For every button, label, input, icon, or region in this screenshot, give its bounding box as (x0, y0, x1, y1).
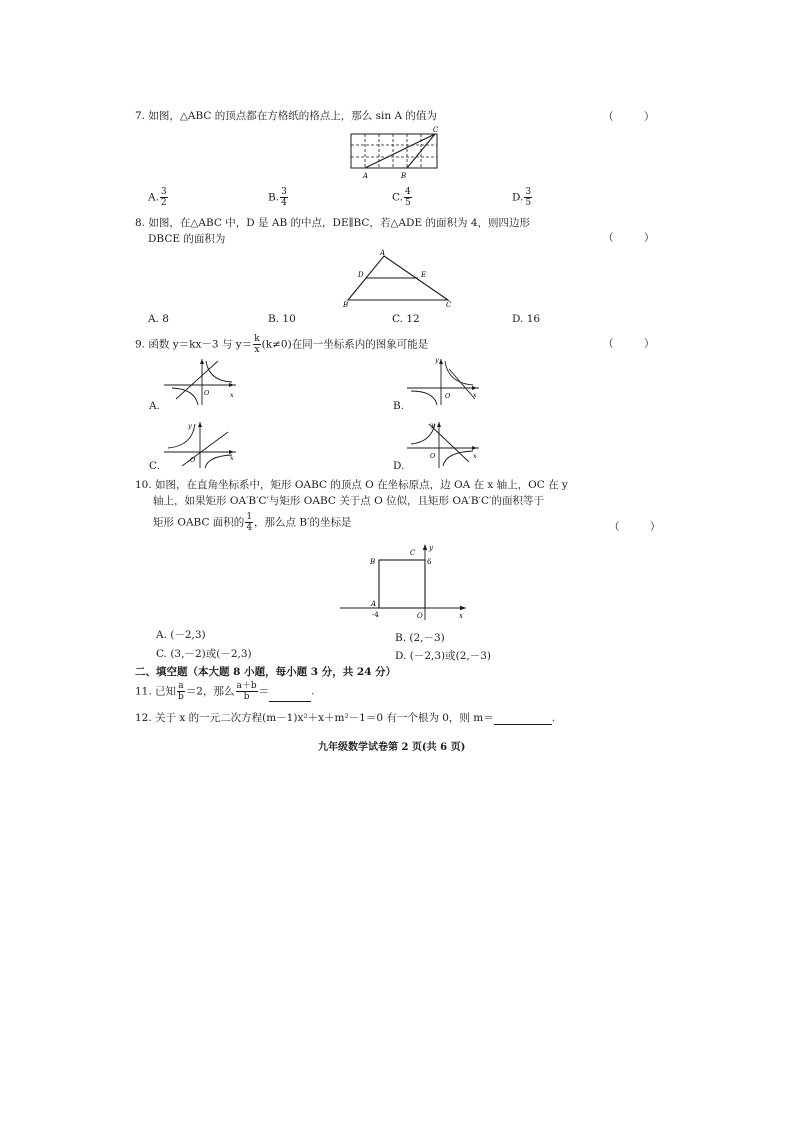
q11-stem: 11. 已知 $\frac{a}{b}$ ＝2，那么 $\frac{a+b}{b}$ ＝ . (135, 681, 315, 702)
label-b: B (370, 558, 376, 566)
q7-option-a: A. $\frac{3}{2}$ (148, 187, 167, 208)
q7-stem: 7. 如图，△ABC 的顶点都在方格纸的格点上，那么 sin A 的值为 (135, 110, 437, 122)
page-footer: 九年级数学试卷第 2 页(共 6 页) (318, 742, 466, 753)
label-c: C (433, 126, 439, 134)
q8-answer-paren: （ ） (603, 232, 665, 244)
q11-answer-blank[interactable] (269, 689, 311, 702)
q10-rectangle-figure (338, 540, 472, 624)
q7-option-d: D. $\frac{3}{5}$ (512, 187, 532, 208)
q8-option-a: A. 8 (148, 313, 169, 325)
svg-text:y: y (188, 422, 192, 430)
svg-text:y: y (435, 356, 439, 364)
label-neg4: -4 (372, 611, 379, 619)
q9-option-a-label: A. (149, 400, 160, 412)
q12-stem: 12. 关于 x 的一元二次方程(m－1)x²＋x＋m²－1＝0 有一个根为 0，则 m＝ . (135, 712, 556, 724)
label-e: E (421, 271, 427, 279)
q10-stem-line3: 矩形 OABC 面积的 $\frac{1}{4}$ ，那么点 B′的坐标是 (153, 512, 352, 533)
q10-option-a: A. (－2,3) (156, 629, 206, 641)
q8-option-c: C. 12 (392, 313, 420, 325)
svg-text:y: y (431, 421, 435, 429)
svg-text:x: x (473, 452, 477, 460)
svg-text:x: x (230, 391, 234, 399)
q9-graph-d (405, 418, 485, 470)
q8-stem-line2: DBCE 的面积为 (148, 233, 226, 245)
q12-answer-blank[interactable] (494, 712, 552, 725)
label-b: B (343, 301, 349, 308)
label-y: y (429, 544, 433, 552)
q10-stem-line2: 轴上，如果矩形 OA′B′C′与矩形 OABC 关于点 O 位似，且矩形 OA′B′C′的面积等于 (153, 495, 544, 507)
q8-option-d: D. 16 (512, 313, 541, 325)
q9-option-b-label: B. (393, 400, 405, 412)
q7-answer-paren: （ ） (603, 111, 665, 123)
label-d: D (358, 271, 364, 279)
q10-option-b: B. (2,－3) (395, 632, 445, 644)
label-6: 6 (427, 558, 432, 566)
q9-answer-paren: （ ） (603, 338, 665, 350)
label-x: x (459, 612, 463, 620)
label-c: C (446, 301, 452, 308)
q9-stem: 9. 函数 y＝kx－3 与 y＝ $\frac{k}{x}$ (k≠0)在同一坐标系内的图象可能是 (135, 334, 429, 355)
svg-text:O: O (445, 392, 451, 400)
q10-stem-line1: 10. 如图，在直角坐标系中，矩形 OABC 的顶点 O 在坐标原点，边 OA 在 x 轴上，OC 在 y (135, 479, 568, 491)
q9-graph-b (405, 355, 485, 407)
svg-text:O: O (190, 456, 196, 464)
label-a: A (363, 172, 369, 180)
q9-graph-a (162, 355, 242, 407)
svg-text:O: O (430, 452, 436, 460)
svg-text:O: O (204, 389, 210, 397)
label-a: A (371, 600, 377, 608)
rectangle-oabc (379, 560, 425, 608)
q10-option-c: C. (3,－2)或(－2,3) (156, 648, 252, 660)
svg-text:x: x (230, 454, 234, 462)
q10-option-d: D. (－2,3)或(2,－3) (395, 650, 492, 662)
q8-stem-line1: 8. 如图，在△ABC 中，D 是 AB 的中点，DE∥BC，若△ADE 的面积为 4，则四边形 (135, 217, 530, 229)
label-a: A (380, 249, 386, 257)
triangle-abc (365, 134, 435, 168)
q7-grid-figure (345, 124, 445, 182)
label-o: O (417, 612, 423, 620)
label-c: C (410, 549, 416, 557)
label-b: B (401, 172, 407, 180)
q9-option-c-label: C. (149, 460, 160, 472)
q9-graph-c (162, 418, 242, 470)
q8-option-b: B. 10 (268, 313, 296, 325)
q9-option-d-label: D. (393, 460, 405, 472)
q7-option-b: B. $\frac{3}{4}$ (268, 187, 287, 208)
q7-option-c: C. $\frac{4}{5}$ (392, 187, 411, 208)
section-heading-fill-in: 二、填空题（本大题 8 小题，每小题 3 分，共 24 分） (135, 666, 397, 678)
svg-text:x: x (473, 391, 477, 399)
q10-answer-paren: （ ） (609, 521, 671, 533)
q8-triangle-figure (338, 246, 462, 308)
